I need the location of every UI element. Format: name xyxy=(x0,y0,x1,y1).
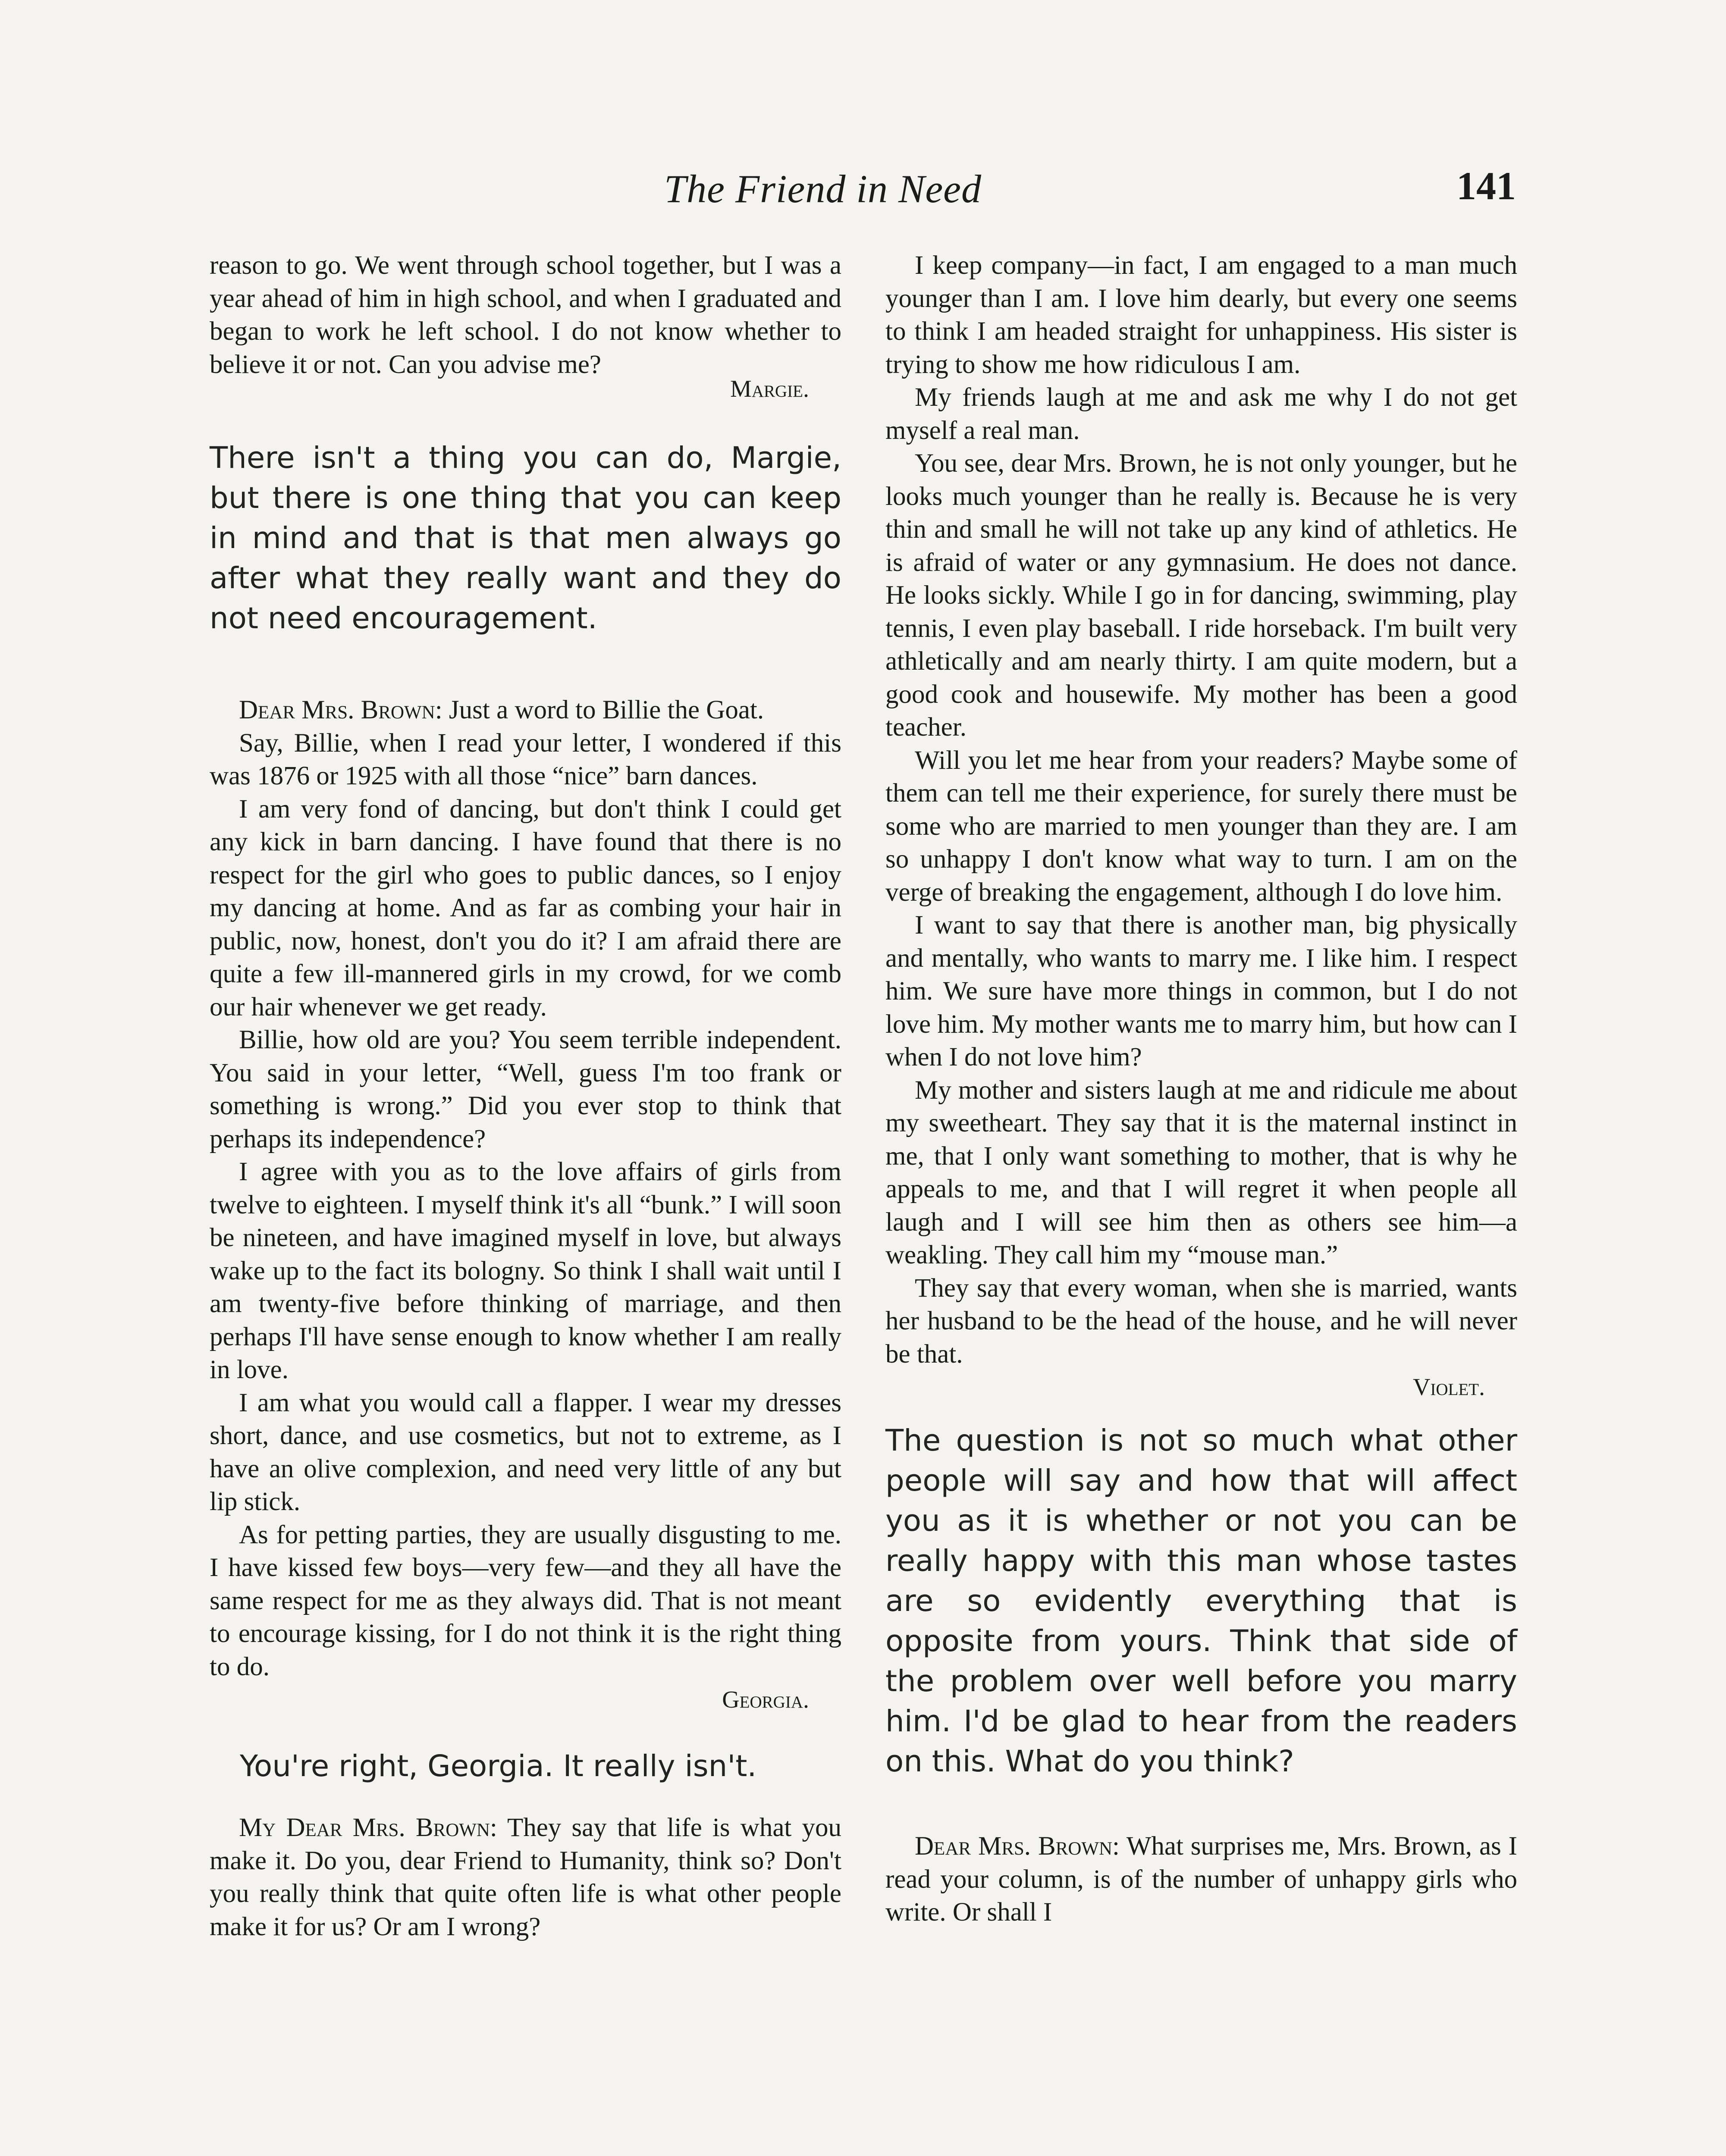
right-column xyxy=(885,249,1517,1929)
letter-paragraph: I am what you would call a flapper. I wear my dresses short, dance, and use cosmetics, but not to extreme, as I have an olive complexion, and need very little of any but lip stick. xyxy=(210,1388,841,1516)
letter-paragraph: Say, Billie, when I read your letter, I wondered if this was 1876 or 1925 with all those “nice” barn dances. xyxy=(210,728,841,790)
letter-paragraph xyxy=(885,1830,1517,1929)
letter-paragraph: As for petting parties, they are usually disgusting to me. I have kissed few boys—very few—and they all have the same respect for me as they always did. That is not meant to encourage kissing, for I do not think it is the right thing to do. xyxy=(210,1520,841,1681)
letter-paragraph: They say that every woman, when she is married, wants her husband to be the head of the house, and he will never be that. xyxy=(885,1273,1517,1369)
letter-margie xyxy=(210,249,841,379)
letter-paragraph: I keep company—in fact, I am engaged to a man much younger than I am. I love him dearly, but every one seems to think I am headed straight for unhappiness. His sister is trying to show me how ridiculous I am. xyxy=(885,251,1517,379)
running-title: The Friend in Need xyxy=(664,167,982,211)
letter-georgia xyxy=(210,694,841,1683)
letter-paragraph xyxy=(210,1811,841,1943)
letter-text: What surprises me, Mrs. Brown, as I read your column, is of the number of unhappy girls who write. Or shall I xyxy=(885,1832,1517,1927)
salutation: Dear Mrs. Brown: xyxy=(239,696,442,724)
letter-paragraph: I agree with you as to the love affairs of girls from twelve to eighteen. I myself think it's all “bunk.” I will soon be nineteen, and have imagined myself in love, but always wake up to the fact its bologny. So think I shall wait until I am twenty-five before thinking of marriage, and then perhaps I'll have sense enough to know whether I am really in love. xyxy=(210,1157,841,1384)
letter-paragraph: My friends laugh at me and ask me why I do not get myself a real man. xyxy=(885,383,1517,445)
left-column xyxy=(210,249,841,1943)
letter-paragraph: I am very fond of dancing, but don't think I could get any kick in barn dancing. I have found that there is no respect for the girl who goes to public dances, so I enjoy my dancing at home. And as far as combing your hair in public, now, honest, don't you do it? I am afraid there are quite a few ill-mannered girls in my crowd, for we comb our hair whenever we get ready. xyxy=(210,794,841,1022)
salutation: Dear Mrs. Brown: xyxy=(915,1832,1120,1861)
letter-violet xyxy=(885,249,1517,1371)
letter-paragraph: Billie, how old are you? You seem terrible independent. You said in your letter, “Well, guess I'm too frank or something is wrong.” Did you ever stop to think that perhaps its independence? xyxy=(210,1025,841,1153)
signature-violet: Violet. xyxy=(1412,1374,1485,1401)
signature-margie: Margie. xyxy=(730,376,809,402)
letter-next-right xyxy=(885,1830,1517,1929)
reply-margie: There isn't a thing you can do, Margie, but there is one thing that you can keep in mind and that is that men always go after what they really want and they do not need encouragement. xyxy=(210,441,841,636)
letter-paragraph: You see, dear Mrs. Brown, he is not only younger, but he looks much younger than he really is. Because he is very thin and small he will not take up any kind of athletics. He is afraid of water or any gymnasium. He does not dance. He looks sickly. While I go in for dancing, swimming, play tennis, I even play baseball. I ride horseback. I'm built very athletically and am nearly thirty. I am quite modern, but a good cook and housewife. My mother has been a good teacher. xyxy=(885,449,1517,742)
page-number: 141 xyxy=(1456,164,1516,208)
letter-paragraph xyxy=(210,694,841,727)
letter-paragraph: Will you let me hear from your readers? Maybe some of them can tell me their experience, for surely there must be some who are married to men younger than they are. I am so unhappy I don't know what way to turn. I am on the verge of breaking the engagement, although I do love him. xyxy=(885,746,1517,907)
reply-georgia: You're right, Georgia. It really isn't. xyxy=(240,1749,757,1783)
salutation: My Dear Mrs. Brown: xyxy=(239,1813,497,1842)
letter-text: They say that life is what you make it. Do you, dear Friend to Humanity, think so? Don't you really think that quite often life is what other people make it for us? Or am I wrong? xyxy=(210,1813,841,1941)
letter-opening: Just a word to Billie the Goat. xyxy=(449,696,764,724)
letter-paragraph: reason to go. We went through school together, but I was a year ahead of him in high school, and when I graduated and began to work he left school. I do not know whether to believe it or not. Can you advise me? xyxy=(210,251,841,379)
letter-paragraph: My mother and sisters laugh at me and ridicule me about my sweetheart. They say that it is the maternal instinct in me, that I only want something to mother, that is why he appeals to me, and that I will regret it when people all laugh and I will see him then as others see him—a weakling. They call him my “mouse man.” xyxy=(885,1075,1517,1269)
letter-next xyxy=(210,1811,841,1943)
reply-violet: The question is not so much what other people will say and how that will affect you as it is whether or not you can be really happy with this man whose tastes are so evidently everything that is opposite from yours. Think that side of the problem over well before you marry him. I'd be glad to hear from the readers on this. What do you think? xyxy=(885,1423,1517,1779)
letter-paragraph: I want to say that there is another man, big physically and mentally, who wants to marry me. I like him. I respect him. We sure have more things in common, but I do not love him. My mother wants me to marry him, but how can I when I do not love him? xyxy=(885,911,1517,1072)
signature-georgia: Georgia. xyxy=(722,1686,809,1713)
